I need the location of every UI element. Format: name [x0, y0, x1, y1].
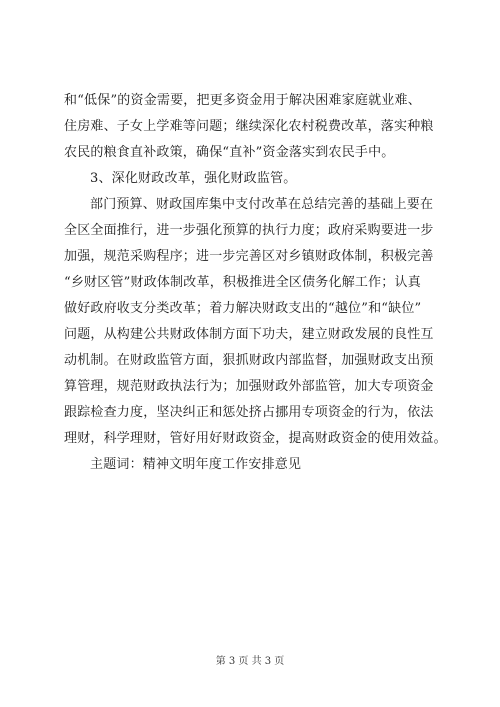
text-line: 农民的粮食直补政策，确保“直补”资金落实到农民手中。 [64, 145, 395, 160]
text-line: 部门预算、财政国库集中支付改革在总结完善的基础上要在 [90, 197, 434, 212]
text-line: 3、深化财政改革，强化财政监管。 [90, 171, 297, 186]
text-line: 和“低保”的资金需要，把更多资金用于解决困难家庭就业难、 [64, 93, 421, 108]
text-line: “乡财区管”财政体制改革，积极推进全区债务化解工作；认真 [64, 275, 421, 290]
section-heading-fiscal-reform [64, 166, 436, 192]
text-line: 理财，科学理财，管好用好财政资金，提高财政资金的使用效益。 [64, 431, 447, 446]
text-line: 动机制。在财政监管方面，狠抓财政内部监督，加强财政支出预 [64, 353, 434, 368]
text-line: 加强，规范采购程序；进一步完善区对乡镇财政体制，积极完善 [64, 249, 434, 264]
paragraph-fiscal-reform [64, 192, 447, 452]
page-number-footer: 第 3 页 共 3 页 [215, 656, 285, 667]
document-body [64, 88, 447, 478]
text-line: 算管理，规范财政执法行为；加强财政外部监管，加大专项资金 [64, 379, 434, 394]
text-line: 问题，从构建公共财政体制方面下功夫，建立财政发展的良性互 [64, 327, 434, 342]
text-line: 住房难、子女上学难等问题；继续深化农村税费改革，落实种粮 [64, 119, 434, 134]
text-line: 主题词：精神文明年度工作安排意见 [90, 457, 302, 472]
text-line: 跟踪检查力度，坚决纠正和惩处挤占挪用专项资金的行为，依法 [64, 405, 434, 420]
text-line: 做好政府收支分类改革；着力解决财政支出的“越位”和“缺位” [64, 301, 422, 316]
text-line: 全区全面推行，进一步强化预算的执行力度；政府采购要进一步 [64, 223, 434, 238]
paragraph-welfare-funds [64, 88, 436, 166]
subject-keywords [64, 452, 436, 478]
